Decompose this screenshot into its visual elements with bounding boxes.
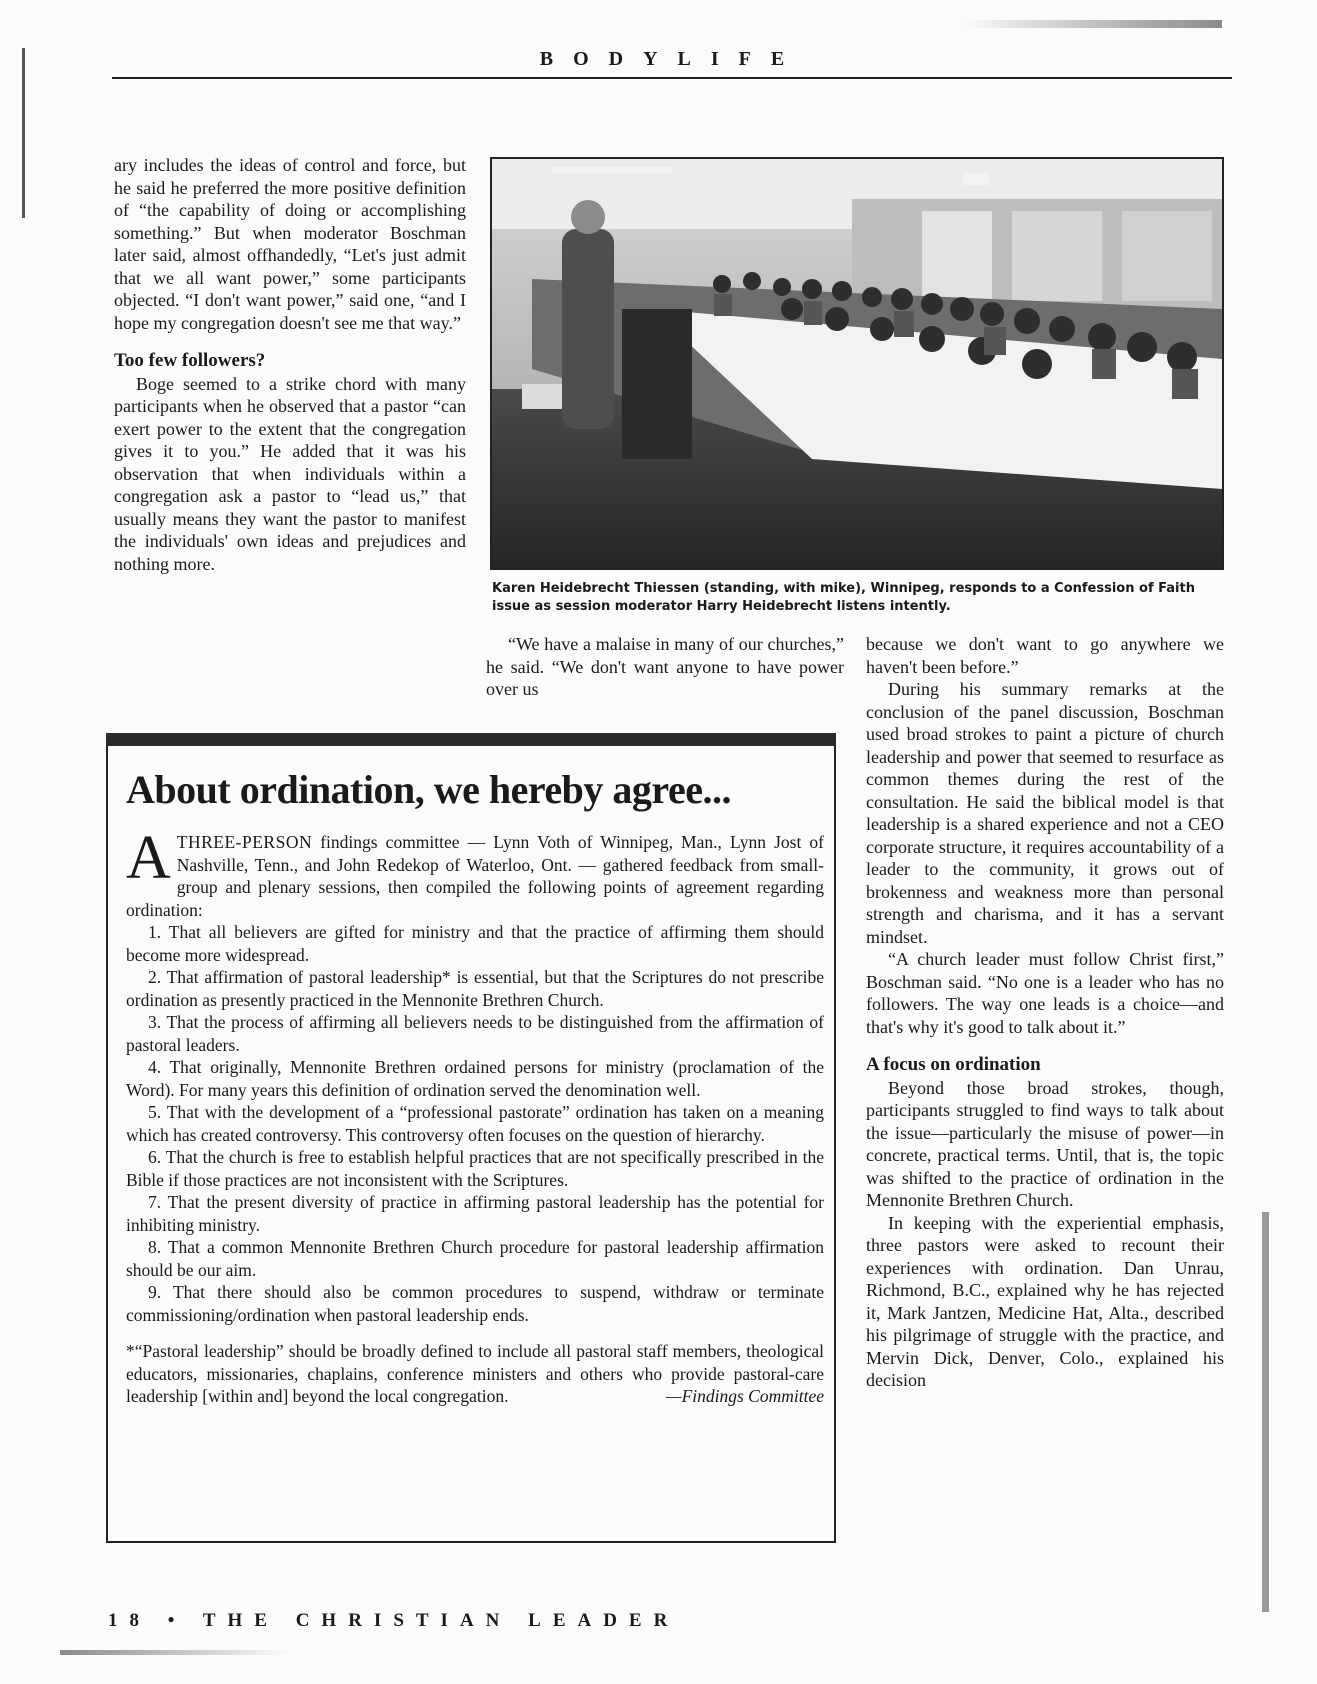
agreement-point: 7. That the present diversity of practice in affirming pastoral leadership has the potential for inhibiting ministry. [126,1192,824,1235]
page-footer [108,1610,679,1632]
intro-small-caps: THREE-PERSON [176,832,313,852]
right-column [866,633,1224,1392]
body-paragraph: In keeping with the experiential emphasis, three pastors were asked to recount their experiences with ordination. Dan Unrau, Richmond, B.C., explained why he has rejected it, Mark Jantzen, Medicine Hat, Alta., described his pilgrimage of struggle with the practice, and Mervin Dick, Denver, Colo., explained his decision [866,1212,1224,1390]
left-column [114,154,466,575]
intro-text: findings committee — Lynn Voth of Winnipeg, Man., Lynn Jost of Nashville, Tenn., and John Redekop of Waterloo, Ont. — gathered feedback from small-group and plenary sessions, then compiled the following points of agreement regarding ordination: [126,832,824,920]
subheading: A focus on ordination [866,1054,1041,1075]
agreement-point: 9. That there should also be common procedures to suspend, withdraw or terminate commissioning/ordination when pastoral leadership ends. [126,1282,824,1325]
scan-edge-mark [60,1650,290,1655]
agreement-point: 3. That the process of affirming all believers needs to be distinguished from the affirmation of pastoral leaders. [126,1012,824,1055]
body-paragraph: Boge seemed to a strike chord with many participants when he observed that a pastor “can exert power to the extent that the congregation gives it to you.” He added that it was his observation that when individuals within a congregation ask a pastor to “lead us,” that usually means they want the pastor to manifest the individuals' own ideas and prejudices and nothing more. [114,373,466,574]
body-paragraph: “We have a malaise in many of our churches,” he said. “We don't want anyone to have power over us [486,634,844,699]
body-paragraph: “A church leader must follow Christ first,” Boschman said. “No one is a leader who has no followers. The way one leads is a choice—and that's why it's good to talk about it.” [866,949,1224,1037]
agreement-point: 1. That all believers are gifted for ministry and that the practice of affirming them should become more widespread. [126,922,824,965]
agreement-point: 4. That originally, Mennonite Brethren ordained persons for ministry (proclamation of the Word). For many years this definition of ordination served the denomination well. [126,1057,824,1100]
subheading: Too few followers? [114,350,266,371]
section-header: BODYLIFE [539,48,805,70]
sidebar-body [126,824,824,1408]
agreement-point: 5. That with the development of a “professional pastorate” ordination has taken on a meaning which has created controversy. This controversy often focuses on the question of hierarchy. [126,1102,824,1145]
sidebar-footnote [126,1340,824,1408]
footer-separator: • [167,1610,187,1631]
agreement-point: 6. That the church is free to establish helpful practices that are not specifically prescribed in the Bible if those practices are not inconsistent with the Scriptures. [126,1147,824,1190]
scan-edge-mark [960,20,1222,28]
scan-edge-mark [1262,1212,1269,1612]
agreement-point: 2. That affirmation of pastoral leadership* is essential, but that the Scriptures do not prescribe ordination as presently practiced in the Mennonite Brethren Church. [126,967,824,1010]
body-paragraph: Beyond those broad strokes, though, participants struggled to find ways to talk about the issue—particularly the misuse of power—in concrete, practical terms. Until, that is, the topic was shifted to the practice of ordination in the Mennonite Brethren Church. [866,1077,1224,1210]
event-photo [490,157,1224,570]
sidebar-top-bar [106,733,836,746]
scan-edge-mark [22,48,25,218]
sidebar-title: About ordination, we hereby agree... [126,767,731,812]
drop-cap: A [126,824,171,892]
body-paragraph: During his summary remarks at the conclusion of the panel discussion, Boschman used broad strokes to paint a picture of church leadership and power that seemed to resurface as common themes during the rest of the consultation. He said the biblical model is that leadership is a shared experience and not a CEO corporate structure, it requires accountability of a leader to the community, it grows out of brokenness and weakness more than personal strength and charisma, and it has a servant mindset. [866,679,1224,947]
body-paragraph: because we don't want to go anywhere we haven't been before.” [866,634,1224,677]
conference-room-illustration [492,159,1222,568]
sidebar-intro [126,824,824,921]
page-number: 18 [108,1610,151,1631]
agreement-point: 8. That a common Mennonite Brethren Church procedure for pastoral leadership affirmation should be our aim. [126,1237,824,1280]
body-paragraph: ary includes the ideas of control and force, but he said he preferred the more positive definition of “the capability of doing or accomplishing something.” But when moderator Boschman later said, almost offhandedly, “Let's just admit that we all want power,” some participants objected. “I don't want power,” said one, “and I hope my congregation doesn't see me that way.” [114,155,466,333]
committee-signature: —Findings Committee [666,1386,824,1406]
footnote-text: *“Pastoral leadership” should be broadly defined to include all pastoral staff members, theological educators, missionaries, chaplains, conference ministers and others who provide pastoral-care leadership [within and] beyond the local congregation. [126,1341,824,1406]
header-rule [112,77,1232,79]
photo-caption: Karen Heidebrecht Thiessen (standing, with mike), Winnipeg, responds to a Confession of Faith issue as session moderator Harry Heidebrecht listens intently. [492,581,1195,614]
middle-column [486,633,844,701]
magazine-name: THE CHRISTIAN LEADER [202,1610,680,1631]
